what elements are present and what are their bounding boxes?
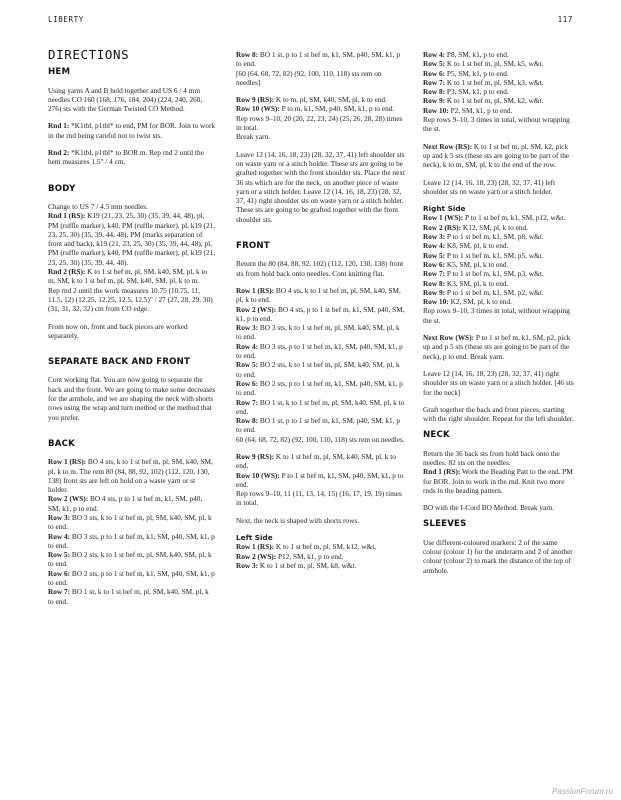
sleeves-text: Use different-coloured markers: 2 of the same colour (colour 1) for the underarm and 2 of another colour (colour 2) to mark the distance of the top of armhole.: [423, 537, 573, 575]
right-side-heading: Right Side: [423, 204, 466, 214]
body-needle-change: Change to US 7 / 4.5 mm needles.: [48, 201, 148, 211]
back-row: Row 2 (WS): BO 4 sts, p to 1 st bef m, k1, SM, p40, SM, k1, p to end.: [48, 494, 203, 513]
front-row: Row 2 (WS): BO 4 sts, p to 1 st bef m, k1, SM, p40, SM, k1, p to end.: [236, 304, 405, 323]
sleeves-heading: SLEEVES: [423, 519, 467, 530]
left-side-row: Row 5: K to 1 st bef m, pl, SM, k5, w&t.: [423, 59, 544, 69]
body-rnd-1: Rnd 1 (RS): K19 (21, 23, 25, 30) (35, 39, 44, 48), pl, PM (ruffle marker), k40, PM (ruffle marker), pl, k19 (21, 23, 25, 30) (35, 39, 44, 48), PM (marks separation of front and back), k19 (21, 23, 25, 30) (35, 39, 44, 48), pl, PM (ruffle marker), k40, PM (ruffle marker), pl, k19 (21, 23, 25, 30) (35, 39, 44, 48).: [48, 211, 216, 267]
right-side-row: Row 5: P to 1 st bef m, k1, SM, p5, w&t.: [423, 250, 544, 260]
running-header: [48, 15, 573, 29]
hem-heading: HEM: [48, 67, 71, 78]
front-row: Row 6: BO 2 sts, p to 1 st bef m, k1, SM, p40, SM, k1, p to end.: [236, 378, 403, 398]
left-side-leave: Leave 12 (14, 16, 18, 23) (28, 32, 37, 41) left shoulder sts on waste yarn or a stitch holder.: [423, 177, 556, 196]
right-side-row: Row 3: P to 1 st bef m, k1, SM, p8, w&t.: [423, 232, 544, 242]
separate-heading: SEPARATE BACK AND FRONT: [48, 357, 191, 368]
right-side-next-row: Next Row (WS): P to 1 st bef m, k1, SM, p2, pick up and p 5 sts (these sts are going to be part of the neck), p to end. Break yarn.: [423, 333, 571, 361]
neck-rnd-1: Rnd 1 (RS): Work the Beading Patt to the end. PM for BOR. Join to work in the rnd. Knit two more rnds in the beading pattern.: [423, 467, 573, 495]
left-side-row: Row 7: K to 1 st bef m, pl, SM, k3, w&t.: [423, 77, 544, 87]
magazine-name: LIBERTY: [48, 15, 84, 24]
front-row: Row 4: BO 3 sts, p to 1 st bef m, k1, SM, p40, SM, k1, p to end.: [236, 341, 403, 361]
hem-rnd-2: Rnd 2: *K1tbl, p1tbl* to BOR m. Rep rnd 2 until the hem measures 1.5" / 4 cm.: [48, 148, 204, 167]
back-row: Row 10 (WS): P to m, k1, SM, p40, SM, k1, p to end.: [236, 104, 395, 114]
left-side-next-row: Next Row (RS): K to 1 st bef m, pl, SM, k2, pick up and k 5 sts (these sts are going to be part of the neck), k to m, SM, pl, k to the end of the row.: [423, 141, 570, 170]
back-row: Row 9 (RS): K to m, pl, SM, k40, SM, pl, k to end.: [236, 95, 387, 105]
right-side-row: Row 1 (WS): P to 1 st bef m, k1, SM, p12, w&t.: [423, 213, 566, 223]
hem-rnd-1: Rnd 1: *K1tbl, p1tbl* to end, PM for BOR. Join to work in the rnd being careful not to twist sts.: [48, 121, 216, 140]
column-2: [236, 50, 406, 570]
back-row: Row 4: BO 3 sts, p to 1 st bef m, k1, SM, p40, SM, k1, p to end.: [48, 531, 215, 550]
back-stitch-count: [60 (64, 68, 72, 82) (92, 100, 110, 118) sts rem on needles]: [236, 68, 382, 87]
front-row: Row 5: BO 2 sts, k to 1 st bef m, pl, SM, k40, SM, pl, k to end.: [236, 360, 400, 379]
column-3: [423, 50, 575, 583]
back-break-yarn: Break yarn.: [236, 132, 271, 142]
front-rows: [236, 286, 406, 444]
front-repeat: Rep rows 9–10, 11 (11, 13, 14, 15) (16, 17, 19, 19) times in total.: [236, 489, 402, 508]
left-side-row: Row 3: K to 1 st bef m, pl, SM, k8, w&t.: [236, 560, 357, 570]
right-side-leave: Leave 12 (14, 16, 18, 23) (28, 32, 37, 41) right shoulder sts on waste yarn or a stitch holder. [46 sts for the neck]: [423, 368, 574, 397]
page-title: DIRECTIONS: [48, 47, 130, 62]
right-side-row: Row 9: P to 1 st bef m, k1, SM, p2, w&t.: [423, 287, 544, 297]
front-row: Row 3: BO 3 sts, k to 1 st bef m, pl, SM, k40, SM, pl, k to end.: [236, 323, 400, 342]
graft-instructions: Graft together the back and front pieces, starting with the right shoulder. Repeat for the left shoulder.: [423, 404, 574, 424]
front-stitch-count: 60 (64, 68, 72, 82) (92, 100, 110, 118) sts rem on needles.: [236, 434, 405, 444]
left-side-row: Row 2 (WS): P12, SM, k1, p to end.: [236, 551, 344, 561]
body-repeat: Rep rnd 2 until the work measures 10.75 (10.75, 11, 11.5, 12) (12.25, 12.25, 12.5, 12.5)" / 27 (27, 28, 29, 30) (31, 31, 32, 32) cm from CO edge.: [48, 285, 213, 314]
front-intro: Return the 80 (84, 88, 92, 102) (112, 120, 130, 138) front sts from hold back onto needles. Cont knitting flat.: [236, 259, 404, 278]
separate-text: Cont working flat. You are now going to separate the back and the front. We are going to make some decreases for the armhole, and we are shaping the neck with shorts rows using the wrap and turn method or the method that you prefer.: [48, 375, 216, 422]
hem-intro: Using yarns A and B held together and US 6 / 4 mm needles CO 160 (168, 176, 184, 204) (224, 240, 260, 276) sts with the German Twisted CO Method.: [48, 85, 203, 114]
front-row: Row 10 (WS): P to 1 st bef m, k1, SM, p40, SM, k1, p to end.: [236, 470, 404, 489]
right-side-row: Row 4: K8, SM, pl, k to end.: [423, 241, 509, 251]
body-from-now: From now on, front and back pieces are worked separately.: [48, 321, 188, 340]
left-side-row: Row 1 (RS): K to 1 st bef m, pl, SM, k12, w&t.: [236, 542, 377, 552]
front-row: Row 7: BO 1 st, k to 1 st bef m, pl, SM, k40, SM, pl, k to end.: [236, 397, 405, 416]
left-side-row: Row 10: P2, SM, k1, p to end.: [423, 105, 513, 115]
right-side-row: Row 10: K2, SM, pl, k to end.: [423, 297, 512, 307]
right-side-row: Row 6: K5, SM, pl, k to end.: [423, 259, 509, 269]
right-side-repeat: Rep rows 9–10, 3 times in total, without wrapping the st.: [423, 306, 570, 325]
right-side-row: Row 2 (RS): K12, SM, pl, k to end.: [423, 222, 528, 232]
left-side-row: Row 6: P5, SM, k1, p to end.: [423, 68, 509, 78]
back-row: Row 3: BO 3 sts, k to 1 st bef m, pl, SM, k40, SM, pl, k to end.: [48, 512, 212, 532]
back-row: Row 1 (RS): BO 4 sts, k to 1 st bef m, pl, SM, k40, SM, pl, k to m. The rem 80 (84, 88, 92, 102) (112, 120, 130, 138) front sts are left on hold on a waste yarn or st holder.: [48, 457, 213, 495]
back-row: Row 5: BO 2 sts, k to 1 st bef m, pl, SM, k40, SM, pl, k to end.: [48, 550, 212, 569]
body-heading: BODY: [48, 183, 76, 194]
back-row: Row 7: BO 1 st, k to 1 st bef m, pl, SM, k40, SM, pl, k to end.: [48, 587, 209, 606]
left-side-row: Row 4: P8, SM, k1, p to end.: [423, 50, 509, 59]
back-row: Row 8: BO 1 st, p to 1 st bef m, k1, SM, p40, SM, k1, p to end.: [236, 50, 400, 69]
column-1: [48, 47, 216, 606]
back-heading: BACK: [48, 438, 75, 449]
front-row: Row 9 (RS): K to 1 st bef m, pl, SM, k40, SM, pl, k to end.: [236, 451, 396, 471]
page-number: 117: [557, 15, 573, 24]
front-heading: FRONT: [236, 241, 270, 252]
left-side-repeat: Rep rows 9–10, 3 times in total, without wrapping the st.: [423, 115, 570, 134]
front-next-note: Next, the neck is shaped with shorts rows.: [236, 515, 360, 525]
neck-intro: Return the 36 back sts from hold back onto the needles. 82 sts on the needles.: [423, 448, 560, 467]
front-row: Row 8: BO 1 st, p to 1 st bef m, k1, SM, p40, SM, k1, p to end.: [236, 416, 400, 435]
back-row: Row 6: BO 2 sts, p to 1 st bef m, k1, SM, p40, SM, k1, p to end.: [48, 568, 215, 588]
body-rnd-2: Rnd 2 (RS): K to 1 st bef m, pl, SM, k40, SM, pl, k to m, SM, k to 1 st bef m, pl, SM, k40, SM, pl, k to m.: [48, 267, 208, 286]
back-rows: [48, 457, 216, 606]
left-side-row: Row 9: K to 1 st bef m, pl, SM, k2, w&t.: [423, 96, 544, 106]
left-side-row: Row 8: P3, SM, k1, p to end.: [423, 87, 509, 97]
neck-heading: NECK: [423, 430, 450, 441]
neck-bind-off: BO with the I-Cord BO Method. Break yarn.: [423, 503, 555, 513]
right-side-row: Row 7: P to 1 st bef m, k1, SM, p3, w&t.: [423, 269, 544, 279]
left-side-heading: Left Side: [236, 533, 273, 543]
back-repeat: Rep rows 9–10, 20 (20, 22, 23, 24) (25, 26, 28, 28) times in total.: [236, 113, 403, 133]
front-row: Row 1 (RS): BO 4 sts, k to 1 st bef m, pl, SM, k40, SM, pl, k to end.: [236, 285, 401, 305]
front-rows-2: [236, 452, 406, 508]
watermark: PassionForum.ru: [552, 787, 613, 796]
right-side-row: Row 8: K3, SM, pl, k to end.: [423, 278, 509, 288]
back-leave-shoulders: Leave 12 (14, 16, 18, 23) (28, 32, 37, 41) left shoulder sts on waste yarn or a stitch holder. These sts are going to be grafted together with the front shoulder sts. Place the next 36 sts which are for the neck, on another piece of waste yarn or a stitch holder. Leave 12 (14, 16, 18, 23) (28, 32, 37, 41) right shoulder sts on waste yarn or a stitch holder. These sts are going to be grafted together with the front shoulder sts.: [236, 149, 405, 224]
